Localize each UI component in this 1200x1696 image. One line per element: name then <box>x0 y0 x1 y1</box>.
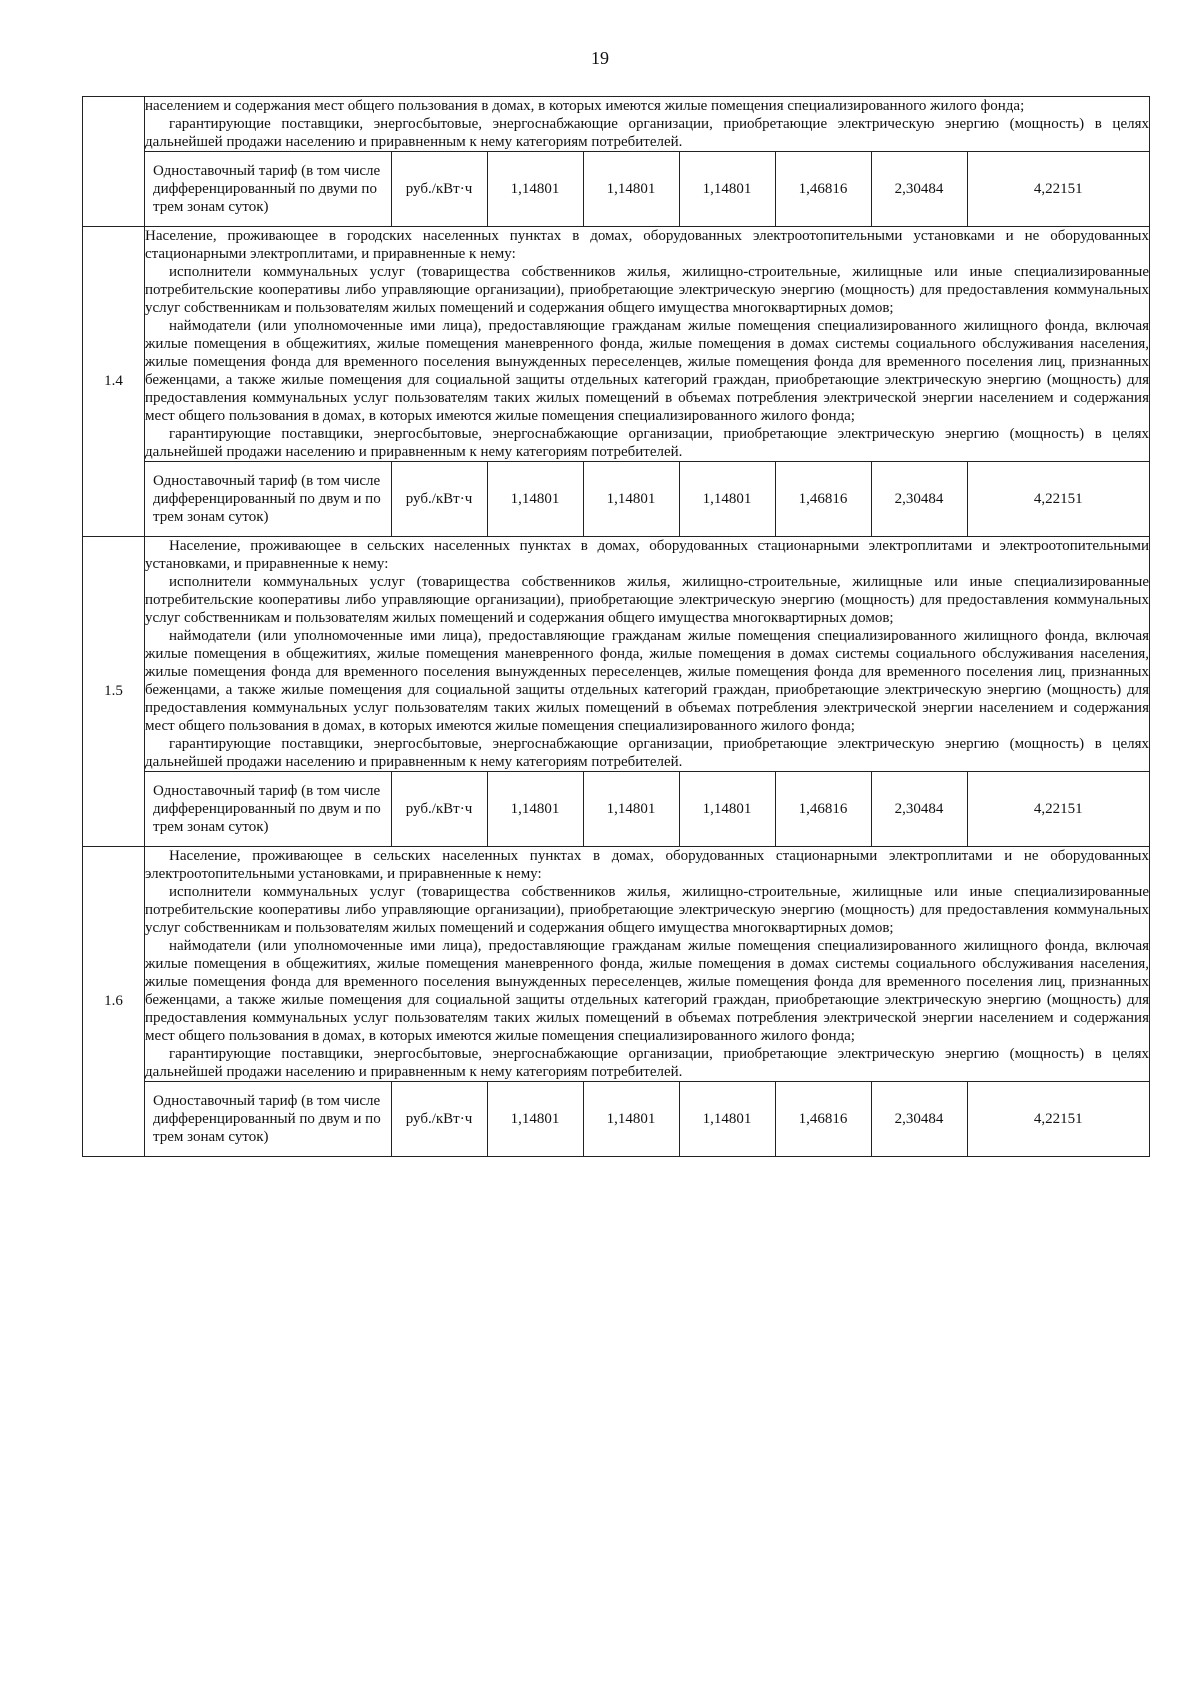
tariff-values-table <box>145 462 1149 536</box>
paragraph: наймодатели (или уполномоченные ими лица), предоставляющие гражданам жилые помещения специализированного жилищного фонда, включая жилые помещения в общежитиях, жилые помещения маневренного фонда, жилые помещения в домах системы социального обслуживания населения, жилые помещения фонда для временного поселения вынужденных переселенцев, жилые помещения фонда для временного поселения лиц, признанных беженцами, а также жилые помещения для социальной защиты отдельных категорий граждан, приобретающие электрическую энергию (мощность) для предоставления коммунальных услуг пользователям таких жилых помещений в объемах потребления электрической энергии населением и содержания мест общего пользования в домах, в которых имеются жилые помещения специализированного жилого фонда; <box>145 318 1149 424</box>
tariff-values-table <box>145 152 1149 226</box>
paragraph: наймодатели (или уполномоченные ими лица), предоставляющие гражданам жилые помещения специализированного жилищного фонда, включая жилые помещения в общежитиях, жилые помещения маневренного фонда, жилые помещения в домах системы социального обслуживания населения, жилые помещения фонда для временного поселения вынужденных переселенцев, жилые помещения фонда для временного поселения лиц, признанных беженцами, а также жилые помещения для социальной защиты отдельных категорий граждан, приобретающие электрическую энергию (мощность) для предоставления коммунальных услуг пользователям таких жилых помещений в объемах потребления электрической энергии населением и содержания мест общего пользования в домах, в которых имеются жилые помещения специализированного жилого фонда; <box>145 938 1149 1044</box>
row-description <box>145 847 1150 1082</box>
paragraph: гарантирующие поставщики, энергосбытовые, энергоснабжающие организации, приобретающие электрическую энергию (мощность) в целях дальнейшей продажи населению и приравненным к нему категориям потребителей. <box>145 736 1149 770</box>
row-description <box>145 227 1150 462</box>
tariff-value: 2,30484 <box>871 152 967 226</box>
paragraph: Население, проживающее в сельских населенных пунктах в домах, оборудованных стационарными электроплитами и не оборудованных электроотопительными установками, и приравненные к нему: <box>145 848 1149 882</box>
tariff-unit: руб./кВт·ч <box>391 1082 487 1156</box>
tariff-value: 2,30484 <box>871 772 967 846</box>
paragraph: Население, проживающее в сельских населенных пунктах в домах, оборудованных стационарными электроплитами и электроотопительными установками, и приравненные к нему: <box>145 538 1149 572</box>
tariff-value: 1,14801 <box>487 152 583 226</box>
tariff-values-table <box>145 1082 1149 1156</box>
tariff-value: 4,22151 <box>967 152 1149 226</box>
tariff-unit: руб./кВт·ч <box>391 152 487 226</box>
tariff-label: Одноставочный тариф (в том числе дифференцированный по двум и по трем зонам суток) <box>153 472 381 526</box>
paragraph: гарантирующие поставщики, энергосбытовые, энергоснабжающие организации, приобретающие электрическую энергию (мощность) в целях дальнейшей продажи населению и приравненным к нему категориям потребителей. <box>145 116 1149 150</box>
tariff-value: 2,30484 <box>871 1082 967 1156</box>
page-number: 19 <box>591 48 609 68</box>
section-row <box>83 537 1150 772</box>
row-description <box>145 97 1150 152</box>
tariff-value: 1,46816 <box>775 462 871 536</box>
tariff-row <box>83 462 1150 537</box>
tariff-value: 4,22151 <box>967 1082 1149 1156</box>
tariff-cell <box>145 462 1150 537</box>
paragraph: гарантирующие поставщики, энергосбытовые, энергоснабжающие организации, приобретающие электрическую энергию (мощность) в целях дальнейшей продажи населению и приравненным к нему категориям потребителей. <box>145 426 1149 460</box>
continuation-row <box>83 97 1150 152</box>
tariff-value: 1,46816 <box>775 1082 871 1156</box>
section-row <box>83 227 1150 462</box>
row-number-cell: 1.4 <box>83 227 145 537</box>
tariff-value: 1,14801 <box>583 1082 679 1156</box>
tariff-value: 1,46816 <box>775 772 871 846</box>
tariff-cell <box>145 1082 1150 1157</box>
tariff-unit: руб./кВт·ч <box>391 462 487 536</box>
tariff-value: 1,14801 <box>679 772 775 846</box>
tariff-value: 1,14801 <box>679 462 775 536</box>
tariff-label: Одноставочный тариф (в том числе дифференцированный по двум и по трем зонам суток) <box>153 1092 381 1146</box>
tariff-values-table <box>145 772 1149 846</box>
tariff-unit: руб./кВт·ч <box>391 772 487 846</box>
paragraph: исполнители коммунальных услуг (товарищества собственников жилья, жилищно-строительные, жилищные или иные специализированные потребительские кооперативы либо управляющие организации), приобретающие электрическую энергию (мощность) для предоставления коммунальных услуг собственникам и пользователям жилых помещений и содержания общего имущества многоквартирных домов; <box>145 574 1149 626</box>
tariff-value: 2,30484 <box>871 462 967 536</box>
tariff-value: 1,14801 <box>487 462 583 536</box>
tariff-value: 4,22151 <box>967 462 1149 536</box>
tariff-row <box>83 1082 1150 1157</box>
section-row <box>83 847 1150 1082</box>
row-number-cell <box>83 97 145 227</box>
paragraph: исполнители коммунальных услуг (товарищества собственников жилья, жилищно-строительные, жилищные или иные специализированные потребительские кооперативы либо управляющие организации), приобретающие электрическую энергию (мощность) для предоставления коммунальных услуг собственникам и пользователям жилых помещений и содержания общего имущества многоквартирных домов; <box>145 264 1149 316</box>
tariff-cell <box>145 772 1150 847</box>
row-number-cell: 1.5 <box>83 537 145 847</box>
paragraph: Население, проживающее в городских населенных пунктах в домах, оборудованных электроотопительными установками и не оборудованных стационарными электроплитами, и приравненные к нему: <box>145 228 1149 262</box>
tariff-value: 1,46816 <box>775 152 871 226</box>
paragraph: населением и содержания мест общего пользования в домах, в которых имеются жилые помещения специализированного жилого фонда; <box>145 98 1025 114</box>
tariff-value: 1,14801 <box>679 1082 775 1156</box>
tariff-table <box>82 96 1150 1157</box>
paragraph: наймодатели (или уполномоченные ими лица), предоставляющие гражданам жилые помещения специализированного жилищного фонда, включая жилые помещения в общежитиях, жилые помещения маневренного фонда, жилые помещения в домах системы социального обслуживания населения, жилые помещения фонда для временного поселения вынужденных переселенцев, жилые помещения фонда для временного поселения лиц, признанных беженцами, а также жилые помещения для социальной защиты отдельных категорий граждан, приобретающие электрическую энергию (мощность) для предоставления коммунальных услуг пользователям таких жилых помещений в объемах потребления электрической энергии населением и содержания мест общего пользования в домах, в которых имеются жилые помещения специализированного жилого фонда; <box>145 628 1149 734</box>
row-number-cell: 1.6 <box>83 847 145 1157</box>
tariff-value: 1,14801 <box>583 462 679 536</box>
tariff-row <box>83 152 1150 227</box>
row-description <box>145 537 1150 772</box>
tariff-value: 4,22151 <box>967 772 1149 846</box>
tariff-value: 1,14801 <box>487 772 583 846</box>
tariff-label: Одноставочный тариф (в том числе дифференцированный по двум и по трем зонам суток) <box>153 782 381 836</box>
paragraph: гарантирующие поставщики, энергосбытовые, энергоснабжающие организации, приобретающие электрическую энергию (мощность) в целях дальнейшей продажи населению и приравненным к нему категориям потребителей. <box>145 1046 1149 1080</box>
paragraph: исполнители коммунальных услуг (товарищества собственников жилья, жилищно-строительные, жилищные или иные специализированные потребительские кооперативы либо управляющие организации), приобретающие электрическую энергию (мощность) для предоставления коммунальных услуг собственникам и пользователям жилых помещений и содержания общего имущества многоквартирных домов; <box>145 884 1149 936</box>
tariff-value: 1,14801 <box>583 772 679 846</box>
tariff-value: 1,14801 <box>679 152 775 226</box>
tariff-cell <box>145 152 1150 227</box>
tariff-label: Одноставочный тариф (в том числе дифференцированный по двуми по трем зонам суток) <box>153 162 381 216</box>
tariff-row <box>83 772 1150 847</box>
tariff-value: 1,14801 <box>487 1082 583 1156</box>
tariff-value: 1,14801 <box>583 152 679 226</box>
